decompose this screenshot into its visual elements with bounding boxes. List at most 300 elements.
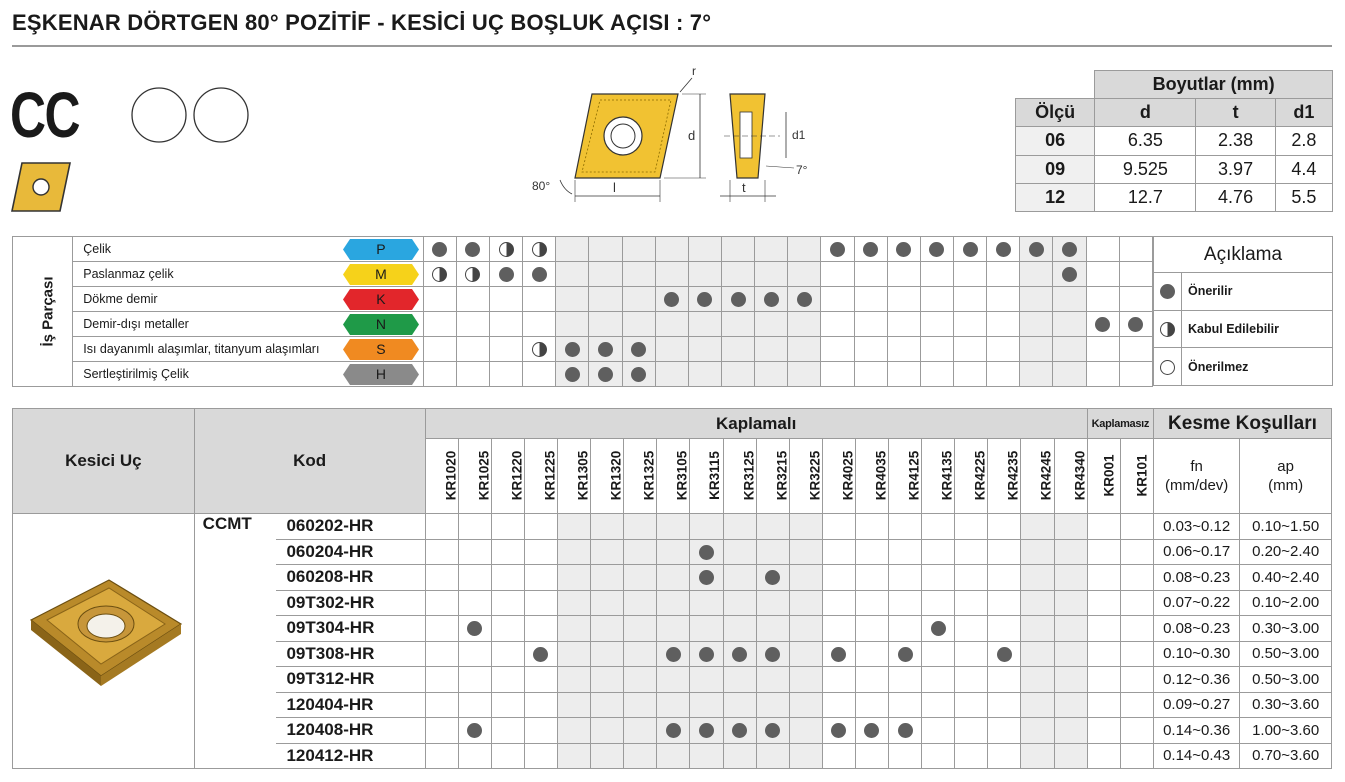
material-name: Dökme demir <box>73 287 339 312</box>
grade-availability-cell <box>988 539 1021 565</box>
grade-availability-cell <box>723 590 756 616</box>
grade-availability-cell <box>690 743 723 769</box>
grade-availability-cell <box>1021 667 1054 693</box>
recommended-dot-icon <box>731 292 746 307</box>
grade-availability-cell <box>1087 514 1120 540</box>
not-recommended-circle-icon <box>1160 360 1175 375</box>
suitability-cell <box>821 287 854 312</box>
grade-availability-cell <box>657 616 690 642</box>
workpiece-material-table <box>12 236 1153 387</box>
suitability-cell <box>655 287 688 312</box>
size-header: Ölçü <box>1016 99 1095 127</box>
grade-header <box>624 439 657 514</box>
available-dot-icon <box>765 570 780 585</box>
grade-availability-cell <box>1120 641 1153 667</box>
suitability-cell <box>688 312 721 337</box>
recommended-dot-icon <box>963 242 978 257</box>
size-value: 09 <box>1016 155 1095 183</box>
suitability-cell <box>954 312 987 337</box>
grade-availability-cell <box>723 514 756 540</box>
feed-value: 0.07~0.22 <box>1153 590 1239 616</box>
grade-availability-cell <box>889 667 922 693</box>
available-dot-icon <box>864 723 879 738</box>
insert-code: 09T304-HR <box>276 616 425 642</box>
available-dot-icon <box>732 723 747 738</box>
grade-availability-cell <box>1087 667 1120 693</box>
available-dot-icon <box>699 647 714 662</box>
depth-of-cut-value: 0.10~1.50 <box>1240 514 1332 540</box>
legend-label: Önerilmez <box>1182 348 1333 386</box>
suitability-cell <box>788 262 821 287</box>
suitability-cell <box>788 362 821 387</box>
suitability-cell <box>920 337 953 362</box>
suitability-cell <box>523 237 556 262</box>
available-dot-icon <box>666 723 681 738</box>
grade-availability-cell <box>1054 539 1087 565</box>
grade-availability-cell <box>690 539 723 565</box>
grade-availability-cell <box>922 692 955 718</box>
suitability-cell <box>854 362 887 387</box>
available-dot-icon <box>831 723 846 738</box>
grade-header <box>855 439 888 514</box>
available-dot-icon <box>533 647 548 662</box>
product-row <box>13 514 1332 540</box>
grade-availability-cell <box>988 692 1021 718</box>
recommended-dot-icon <box>1029 242 1044 257</box>
grade-header <box>789 439 822 514</box>
grade-availability-cell <box>922 641 955 667</box>
grade-availability-cell <box>491 743 524 769</box>
suitability-cell <box>490 237 523 262</box>
grade-header <box>756 439 789 514</box>
material-name: Çelik <box>73 237 339 262</box>
grade-availability-cell <box>988 514 1021 540</box>
suitability-cell <box>887 262 920 287</box>
grade-header <box>822 439 855 514</box>
suitability-cell <box>920 362 953 387</box>
grade-availability-cell <box>524 539 557 565</box>
grade-availability-cell <box>756 539 789 565</box>
grade-availability-cell <box>557 692 590 718</box>
grade-availability-cell <box>1021 590 1054 616</box>
grade-availability-cell <box>657 718 690 744</box>
recommended-dot-icon <box>697 292 712 307</box>
grade-availability-cell <box>988 667 1021 693</box>
acceptable-half-circle-icon <box>465 267 480 282</box>
uncoated-header: Kaplamasız <box>1087 409 1153 439</box>
grade-label: KR3115 <box>707 451 723 500</box>
grade-availability-cell <box>789 718 822 744</box>
legend-label: Önerilir <box>1182 273 1333 311</box>
recommended-dot-icon <box>532 267 547 282</box>
acceptable-half-circle-icon <box>532 342 547 357</box>
available-dot-icon <box>467 723 482 738</box>
grade-availability-cell <box>524 667 557 693</box>
depth-of-cut-value: 0.40~2.40 <box>1240 565 1332 591</box>
available-dot-icon <box>831 647 846 662</box>
grade-availability-cell <box>1054 718 1087 744</box>
suitability-cell <box>755 287 788 312</box>
suitability-cell <box>490 362 523 387</box>
product-grade-table <box>12 408 1332 769</box>
recommended-dot-icon <box>1160 284 1175 299</box>
grade-header <box>889 439 922 514</box>
suitability-cell <box>954 337 987 362</box>
grade-availability-cell <box>988 590 1021 616</box>
suitability-cell <box>887 312 920 337</box>
grade-availability-cell <box>1054 692 1087 718</box>
grade-availability-cell <box>1120 565 1153 591</box>
suitability-cell <box>622 362 655 387</box>
suitability-cell <box>622 312 655 337</box>
grade-availability-cell <box>624 616 657 642</box>
depth-of-cut-value: 0.20~2.40 <box>1240 539 1332 565</box>
suitability-cell <box>456 262 489 287</box>
grade-availability-cell <box>491 641 524 667</box>
suitability-cell <box>523 287 556 312</box>
grade-availability-cell <box>789 539 822 565</box>
suitability-cell <box>456 362 489 387</box>
grade-header <box>690 439 723 514</box>
suitability-cell <box>954 262 987 287</box>
grade-availability-cell <box>1021 692 1054 718</box>
suitability-cell <box>987 287 1020 312</box>
grade-availability-cell <box>822 692 855 718</box>
suitability-cell <box>456 337 489 362</box>
grade-availability-cell <box>756 565 789 591</box>
recommended-dot-icon <box>996 242 1011 257</box>
grade-availability-cell <box>524 743 557 769</box>
grade-availability-cell <box>822 514 855 540</box>
grade-availability-cell <box>657 743 690 769</box>
grade-label: KR1305 <box>575 450 591 501</box>
iso-group-tag <box>343 239 419 260</box>
suitability-cell <box>556 362 589 387</box>
workpiece-row <box>13 262 1153 287</box>
grade-availability-cell <box>557 667 590 693</box>
insert-code: 09T312-HR <box>276 667 425 693</box>
suitability-cell <box>722 237 755 262</box>
grade-label: KR4340 <box>1071 450 1087 501</box>
suitability-cell <box>1119 312 1152 337</box>
grade-availability-cell <box>723 616 756 642</box>
available-dot-icon <box>898 723 913 738</box>
grade-availability-cell <box>855 590 888 616</box>
grade-availability-cell <box>1087 565 1120 591</box>
dim-value: 6.35 <box>1095 127 1196 155</box>
insert-code: 09T308-HR <box>276 641 425 667</box>
insert-image <box>13 514 195 769</box>
grade-availability-cell <box>889 616 922 642</box>
grade-availability-cell <box>1054 743 1087 769</box>
suitability-cell <box>1020 337 1053 362</box>
grade-label: KR1225 <box>542 450 558 501</box>
grade-availability-cell <box>524 616 557 642</box>
label-r: r <box>692 64 696 78</box>
grade-label: KR1325 <box>641 450 657 501</box>
grade-availability-cell <box>922 590 955 616</box>
insert-family: CCMT <box>194 514 276 769</box>
grade-availability-cell <box>657 667 690 693</box>
workpiece-row <box>13 337 1153 362</box>
grade-header <box>657 439 690 514</box>
suitability-cell <box>821 362 854 387</box>
grade-label: KR4025 <box>840 450 856 501</box>
suitability-cell <box>688 262 721 287</box>
grade-availability-cell <box>690 514 723 540</box>
grade-availability-cell <box>591 590 624 616</box>
suitability-cell <box>1086 337 1119 362</box>
label-d1: d1 <box>792 128 806 142</box>
grade-availability-cell <box>458 718 491 744</box>
iso-group-tag <box>343 264 419 285</box>
workpiece-row <box>13 287 1153 312</box>
grade-availability-cell <box>955 514 988 540</box>
col-header-d: d <box>1095 99 1196 127</box>
grade-availability-cell <box>591 641 624 667</box>
suitability-cell <box>556 262 589 287</box>
legend-label: Kabul Edilebilir <box>1182 310 1333 348</box>
grade-availability-cell <box>822 743 855 769</box>
grade-availability-cell <box>657 539 690 565</box>
suitability-cell <box>1086 262 1119 287</box>
available-dot-icon <box>699 545 714 560</box>
grade-availability-cell <box>922 514 955 540</box>
suitability-cell <box>954 287 987 312</box>
recommended-dot-icon <box>499 267 514 282</box>
grade-header <box>1087 439 1120 514</box>
grade-availability-cell <box>624 743 657 769</box>
suitability-cell <box>987 312 1020 337</box>
grade-availability-cell <box>1021 514 1054 540</box>
grade-availability-cell <box>1021 539 1054 565</box>
grade-availability-cell <box>922 565 955 591</box>
recommended-dot-icon <box>863 242 878 257</box>
suitability-cell <box>1020 237 1053 262</box>
available-dot-icon <box>931 621 946 636</box>
grade-availability-cell <box>822 539 855 565</box>
suitability-cell <box>490 287 523 312</box>
iso-group-tag <box>343 314 419 335</box>
cutting-conditions-header: Kesme Koşulları <box>1153 409 1331 439</box>
acceptable-half-circle-icon <box>432 267 447 282</box>
suitability-cell <box>755 362 788 387</box>
suitability-cell <box>456 312 489 337</box>
feed-value: 0.08~0.23 <box>1153 565 1239 591</box>
size-value: 12 <box>1016 183 1095 211</box>
iso-group-code: N <box>375 315 386 332</box>
grade-availability-cell <box>1087 641 1120 667</box>
grade-availability-cell <box>458 743 491 769</box>
grade-label: KR1320 <box>608 450 624 501</box>
grade-header <box>1120 439 1153 514</box>
suitability-cell <box>987 262 1020 287</box>
suitability-cell <box>523 362 556 387</box>
grade-label: KR1220 <box>509 450 524 501</box>
material-name: Paslanmaz çelik <box>73 262 339 287</box>
material-name: Sertleştirilmiş Çelik <box>73 362 339 387</box>
insert-geometry-diagram <box>520 62 820 212</box>
suitability-cell <box>887 362 920 387</box>
grade-availability-cell <box>822 718 855 744</box>
grade-availability-cell <box>491 565 524 591</box>
iso-group-code: M <box>375 265 387 282</box>
grade-availability-cell <box>624 641 657 667</box>
suitability-cell <box>490 312 523 337</box>
suitability-cell <box>423 337 456 362</box>
suitability-cell <box>456 287 489 312</box>
suitability-cell <box>655 337 688 362</box>
suitability-cell <box>688 337 721 362</box>
suitability-cell <box>1119 287 1152 312</box>
suitability-cell <box>1053 337 1086 362</box>
label-angle-80: 80° <box>532 179 551 193</box>
grade-availability-cell <box>988 641 1021 667</box>
suitability-cell <box>655 237 688 262</box>
grade-availability-cell <box>657 565 690 591</box>
suitability-cell <box>622 237 655 262</box>
suitability-cell <box>556 237 589 262</box>
acceptable-half-circle-icon <box>499 242 514 257</box>
suitability-cell <box>1053 237 1086 262</box>
available-dot-icon <box>765 723 780 738</box>
grade-availability-cell <box>889 743 922 769</box>
grade-availability-cell <box>524 641 557 667</box>
suitability-cell <box>821 237 854 262</box>
grade-availability-cell <box>955 641 988 667</box>
feed-value: 0.06~0.17 <box>1153 539 1239 565</box>
grade-availability-cell <box>988 743 1021 769</box>
grade-availability-cell <box>657 590 690 616</box>
iso-group-code: S <box>376 340 386 357</box>
grade-availability-cell <box>458 616 491 642</box>
dim-value: 4.4 <box>1275 155 1332 183</box>
insert-code: 09T302-HR <box>276 590 425 616</box>
suitability-cell <box>987 362 1020 387</box>
material-name: Isı dayanımlı alaşımlar, titanyum alaşımları <box>73 337 339 362</box>
grade-availability-cell <box>1120 743 1153 769</box>
grade-availability-cell <box>955 590 988 616</box>
recommended-dot-icon <box>764 292 779 307</box>
suitability-cell <box>987 337 1020 362</box>
suitability-cell <box>556 337 589 362</box>
recommended-dot-icon <box>631 367 646 382</box>
grade-availability-cell <box>756 743 789 769</box>
suitability-cell <box>755 237 788 262</box>
recommended-dot-icon <box>797 292 812 307</box>
grade-availability-cell <box>657 641 690 667</box>
grade-availability-cell <box>855 565 888 591</box>
ap-header: ap (mm) <box>1240 439 1332 514</box>
grade-availability-cell <box>723 565 756 591</box>
label-d: d <box>688 128 696 143</box>
title-divider <box>12 45 1332 47</box>
grade-availability-cell <box>988 616 1021 642</box>
suitability-cell <box>589 237 622 262</box>
grade-availability-cell <box>690 565 723 591</box>
grade-availability-cell <box>690 692 723 718</box>
recommended-dot-icon <box>598 342 613 357</box>
grade-availability-cell <box>458 641 491 667</box>
grade-availability-cell <box>855 539 888 565</box>
grade-label: KR101 <box>1134 454 1150 497</box>
recommended-dot-icon <box>565 342 580 357</box>
suitability-cell <box>920 312 953 337</box>
grade-availability-cell <box>557 616 590 642</box>
grade-availability-cell <box>855 692 888 718</box>
recommended-dot-icon <box>896 242 911 257</box>
grade-availability-cell <box>491 590 524 616</box>
iso-group-code: H <box>375 365 386 382</box>
grade-availability-cell <box>922 616 955 642</box>
grade-availability-cell <box>922 539 955 565</box>
suitability-cell <box>1020 362 1053 387</box>
grade-availability-cell <box>756 641 789 667</box>
grade-availability-cell <box>458 667 491 693</box>
grade-availability-cell <box>756 692 789 718</box>
suitability-cell <box>1086 362 1119 387</box>
depth-of-cut-value: 0.50~3.00 <box>1240 667 1332 693</box>
grade-availability-cell <box>557 590 590 616</box>
size-value: 06 <box>1016 127 1095 155</box>
suitability-cell <box>688 287 721 312</box>
suitability-cell <box>887 287 920 312</box>
suitability-cell <box>688 362 721 387</box>
grade-availability-cell <box>524 718 557 744</box>
suitability-cell <box>788 337 821 362</box>
grade-availability-cell <box>822 590 855 616</box>
grade-availability-cell <box>557 565 590 591</box>
grade-availability-cell <box>1087 539 1120 565</box>
grade-availability-cell <box>690 590 723 616</box>
suitability-cell <box>1053 287 1086 312</box>
suitability-cell <box>854 312 887 337</box>
grade-label: KR4125 <box>906 450 922 501</box>
grade-availability-cell <box>1120 667 1153 693</box>
grade-availability-cell <box>624 692 657 718</box>
recommended-dot-icon <box>565 367 580 382</box>
suitability-cell <box>1020 262 1053 287</box>
grade-availability-cell <box>425 565 458 591</box>
grade-availability-cell <box>889 590 922 616</box>
grade-availability-cell <box>557 539 590 565</box>
grade-availability-cell <box>624 514 657 540</box>
grade-availability-cell <box>557 718 590 744</box>
grade-availability-cell <box>458 514 491 540</box>
available-dot-icon <box>997 647 1012 662</box>
grade-availability-cell <box>1087 616 1120 642</box>
grade-availability-cell <box>524 590 557 616</box>
feed-value: 0.10~0.30 <box>1153 641 1239 667</box>
grade-availability-cell <box>889 539 922 565</box>
grade-availability-cell <box>723 718 756 744</box>
grade-availability-cell <box>723 539 756 565</box>
grade-availability-cell <box>789 743 822 769</box>
dim-value: 12.7 <box>1095 183 1196 211</box>
grade-label: KR4245 <box>1038 450 1054 501</box>
recommended-dot-icon <box>432 242 447 257</box>
grade-header <box>723 439 756 514</box>
grade-availability-cell <box>723 667 756 693</box>
grade-availability-cell <box>624 718 657 744</box>
grade-availability-cell <box>988 565 1021 591</box>
feed-value: 0.14~0.36 <box>1153 718 1239 744</box>
grade-availability-cell <box>690 641 723 667</box>
suitability-cell <box>1053 262 1086 287</box>
grade-label: KR4225 <box>972 450 988 501</box>
grade-availability-cell <box>458 590 491 616</box>
dimension-row <box>1016 127 1333 155</box>
